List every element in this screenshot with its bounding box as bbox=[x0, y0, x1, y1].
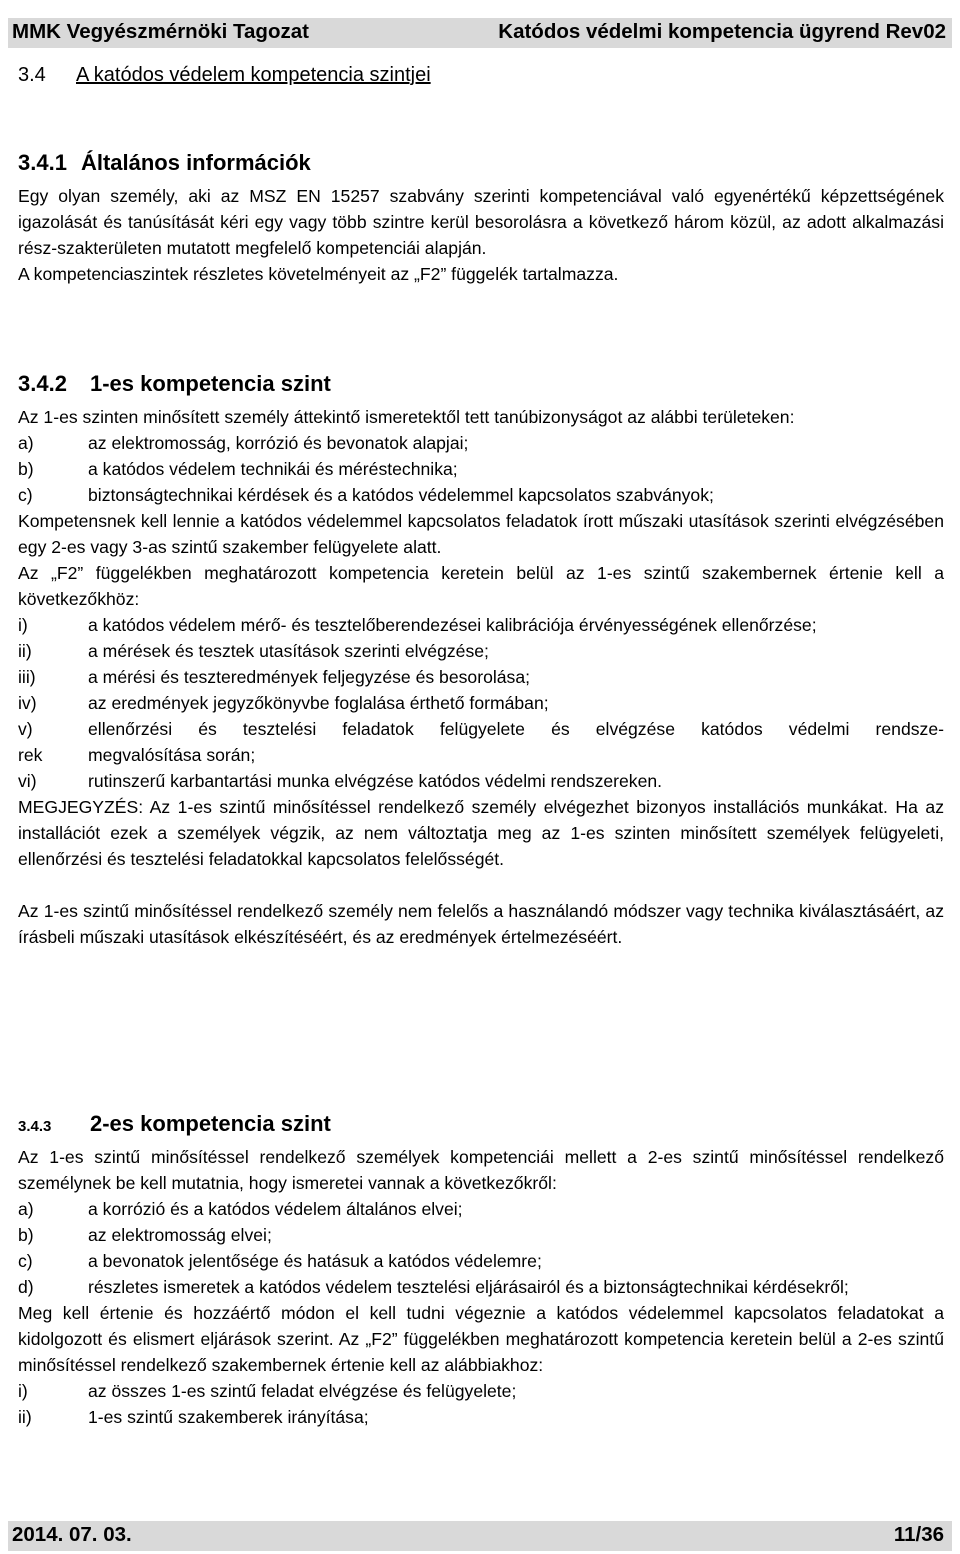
list-label: rek bbox=[18, 745, 43, 765]
list-label: b) bbox=[18, 1225, 34, 1245]
list-text: részletes ismeretek a katódos védelem tesztelési eljárásairól és a biztonságtechnikai kérdésekről; bbox=[88, 1277, 849, 1297]
list-label: ii) bbox=[18, 641, 32, 661]
list-item bbox=[18, 1196, 944, 1222]
heading-3-4-1 bbox=[18, 150, 311, 176]
section-title bbox=[18, 64, 431, 87]
list-label: i) bbox=[18, 1381, 28, 1401]
list-label: b) bbox=[18, 459, 34, 479]
paragraph: Meg kell értenie és hozzáértő módon el kell tudni végeznie a katódos védelemmel kapcsolatos feladatokat a kidolgozott és elismert eljárások szerint. Az „F2” függelékben meghatározott kompetencia keretein belül a 2-es szintű minősítéssel rendelkező szakembernek értenie kell az alábbiakhoz: bbox=[18, 1303, 944, 1375]
list-text: megvalósítása során; bbox=[88, 745, 256, 765]
list-text: az elektromosság, korrózió és bevonatok alapjai; bbox=[88, 433, 469, 453]
section-heading: A katódos védelem kompetencia szintjei bbox=[76, 64, 431, 86]
paragraph: Az „F2” függelékben meghatározott kompetencia keretein belül az 1-es szintű szakembernek értenie kell a következőkhöz: bbox=[18, 563, 944, 609]
heading-number: 3.4.2 bbox=[18, 371, 67, 396]
list-text: az elektromosság elvei; bbox=[88, 1225, 272, 1245]
list-text: a katódos védelem technikái és méréstechnika; bbox=[88, 459, 458, 479]
list-text: rutinszerű karbantartási munka elvégzése katódos védelmi rendszereken. bbox=[88, 771, 663, 791]
list-text: 1-es szintű szakemberek irányítása; bbox=[88, 1407, 369, 1427]
list-label: v) bbox=[18, 719, 33, 739]
list-item bbox=[18, 768, 944, 794]
list-item bbox=[18, 742, 944, 768]
paragraph: Az 1-es szintű minősítéssel rendelkező személy nem felelős a használandó módszer vagy technika kiválasztásáért, az írásbeli műszaki utasítások elkészítéséért, és az eredmények értelmezéséért. bbox=[18, 901, 944, 947]
list-label: i) bbox=[18, 615, 28, 635]
page-footer bbox=[8, 1521, 952, 1551]
note-paragraph: MEGJEGYZÉS: Az 1-es szintű minősítéssel rendelkező személy elvégezhet bizonyos installációs munkákat. Ha az installációt ezek a személyek végzik, az nem változtatja meg az 1-es szinten minősített személyek felügyeleti, ellenőrzési és tesztelési feladatokkal kapcsolatos felelősségét. bbox=[18, 797, 944, 869]
general-info-body bbox=[18, 183, 944, 287]
list-item bbox=[18, 638, 944, 664]
list-item bbox=[18, 690, 944, 716]
heading-3-4-3 bbox=[18, 1111, 331, 1137]
list-text: a mérések és tesztek utasítások szerinti elvégzése; bbox=[88, 641, 489, 661]
heading-number: 3.4.1 bbox=[18, 150, 67, 175]
list-item bbox=[18, 1274, 944, 1300]
list-label: a) bbox=[18, 1199, 34, 1219]
list-text: az összes 1-es szintű feladat elvégzése és felügyelete; bbox=[88, 1381, 517, 1401]
list-text: a mérési és teszteredmények feljegyzése és besorolása; bbox=[88, 667, 531, 687]
list-item bbox=[18, 1404, 944, 1430]
heading-3-4-2 bbox=[18, 371, 331, 397]
list-item bbox=[18, 482, 944, 508]
list-item bbox=[18, 430, 944, 456]
list-label: a) bbox=[18, 433, 34, 453]
level2-body bbox=[18, 1144, 944, 1430]
paragraph: A kompetenciaszintek részletes követelményeit az „F2” függelék tartalmazza. bbox=[18, 264, 619, 284]
list-item bbox=[18, 1222, 944, 1248]
list-text: biztonságtechnikai kérdések és a katódos védelemmel kapcsolatos szabványok; bbox=[88, 485, 714, 505]
paragraph: Kompetensnek kell lennie a katódos védelemmel kapcsolatos feladatok írott műszaki utasítások szerinti elvégzésében egy 2-es vagy 3-as szintű szakember felügyelete alatt. bbox=[18, 511, 944, 557]
list-item bbox=[18, 612, 944, 638]
list-text: ellenőrzési és tesztelési feladatok felügyelete és elvégzése katódos védelmi rendsze- bbox=[88, 719, 944, 739]
heading-text: Általános információk bbox=[80, 150, 311, 175]
list-text: a katódos védelem mérő- és tesztelőberendezései kalibrációja érvényességének ellenőrzése; bbox=[88, 615, 817, 635]
list-label: d) bbox=[18, 1277, 34, 1297]
list-text: az eredmények jegyzőkönyvbe foglalása érthető formában; bbox=[88, 693, 549, 713]
footer-date: 2014. 07. 03. bbox=[12, 1523, 132, 1546]
heading-number: 3.4.3 bbox=[18, 1118, 52, 1135]
paragraph: Egy olyan személy, aki az MSZ EN 15257 szabvány szerinti kompetenciával való egyenértékű képzettségének igazolását és tanúsítását kéri egy vagy több szintre kerül besorolásra a következő három közül, az adott alkalmazási rész-szakterületen mutatott megfelelő kompetenciái alapján. bbox=[18, 186, 944, 258]
list-item bbox=[18, 664, 944, 690]
list-label: iv) bbox=[18, 693, 37, 713]
list-label: iii) bbox=[18, 667, 36, 687]
list-item bbox=[18, 1378, 944, 1404]
list-item bbox=[18, 716, 944, 742]
list-item bbox=[18, 1248, 944, 1274]
level1-body bbox=[18, 404, 944, 950]
section-number: 3.4 bbox=[18, 64, 46, 86]
paragraph: Az 1-es szintű minősítéssel rendelkező személyek kompetenciái mellett a 2-es szintű minősítéssel rendelkező személynek be kell mutatnia, hogy ismeretei vannak a következőkről: bbox=[18, 1147, 944, 1193]
header-organization: MMK Vegyészmérnöki Tagozat bbox=[12, 20, 309, 43]
page-number: 11/36 bbox=[893, 1523, 944, 1546]
heading-text: 2-es kompetencia szint bbox=[90, 1111, 331, 1136]
paragraph: Az 1-es szinten minősített személy áttekintő ismeretektől tett tanúbizonyságot az alábbi területeken: bbox=[18, 407, 795, 427]
list-label: c) bbox=[18, 1251, 33, 1271]
list-text: a bevonatok jelentősége és hatásuk a katódos védelemre; bbox=[88, 1251, 542, 1271]
list-label: ii) bbox=[18, 1407, 32, 1427]
list-label: c) bbox=[18, 485, 33, 505]
list-text: a korrózió és a katódos védelem általános elvei; bbox=[88, 1199, 463, 1219]
heading-text: 1-es kompetencia szint bbox=[90, 371, 331, 396]
list-item bbox=[18, 456, 944, 482]
header-document-title: Katódos védelmi kompetencia ügyrend Rev02 bbox=[498, 20, 946, 43]
page-header bbox=[8, 18, 952, 48]
list-label: vi) bbox=[18, 771, 37, 791]
